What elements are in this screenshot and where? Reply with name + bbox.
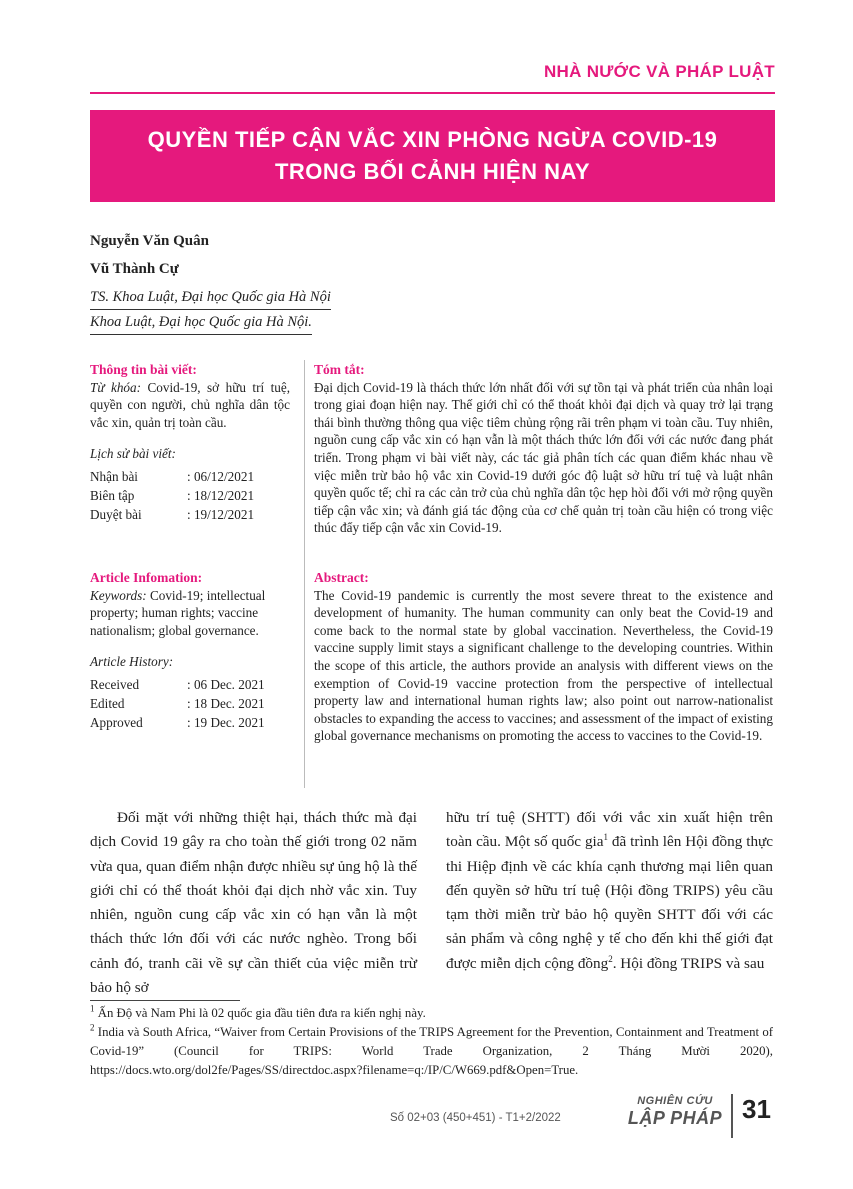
summary-block: [314, 361, 773, 537]
column-divider: [304, 360, 305, 788]
article-info-en: [90, 569, 290, 732]
journal-logo-line-2: LẬP PHÁP: [627, 1108, 723, 1128]
summary-heading: Tóm tắt:: [314, 362, 365, 377]
article-info-vi: [90, 361, 290, 524]
body-text: . Hội đồng TRIPS và sau: [612, 954, 765, 972]
keywords-label-en: Keywords:: [90, 587, 147, 603]
keywords-en: [90, 587, 290, 640]
author-name-2: Vũ Thành Cự: [90, 261, 179, 277]
section-header: NHÀ NƯỚC VÀ PHÁP LUẬT: [543, 62, 775, 81]
history-label-vi: Lịch sử bài viết:: [90, 446, 176, 461]
abstract-text: The Covid-19 pandemic is currently the most severe threat to the existence and development of humanity. The human community can only beat the Covid-19 and come back to the normal state by global vaccination. Nevertheless, the Covid-19 vaccine supply limit stays a significant challenge to the developing countries. Within the scope of this article, the authors provide an analysis with different views on the exemption of Covid-19 vaccine protection from the perspective of intellectual property law and international human rights law; also point out narrow-nationalist obstacles to expanding the access to vaccines; and assessment of the impact of existing global governance mechanisms on promoting the access to vaccines to the Covid-19.: [314, 587, 773, 744]
footnote-text: Ấn Độ và Nam Phi là 02 quốc gia đầu tiên đưa ra kiến nghị này.: [94, 1006, 426, 1020]
history-row-label: Nhận bài: [90, 468, 138, 484]
history-row: [90, 467, 290, 486]
history-row-date: : 19/12/2021: [187, 506, 255, 522]
footer-divider: [731, 1094, 733, 1138]
body-text: hữu trí tuệ (SHTT) đối với vắc xin xuất hiện trên toàn cầu. Một số quốc gia: [446, 809, 773, 851]
history-row-label: Edited: [90, 695, 125, 711]
history-row: [90, 675, 290, 694]
issue-info: Số 02+03 (450+451) - T1+2/2022: [390, 1112, 561, 1124]
history-row-label: Duyệt bài: [90, 506, 142, 522]
section-divider: [90, 92, 775, 94]
history-row: [90, 505, 290, 524]
footnote-1: [90, 1004, 773, 1023]
history-row-date: : 06 Dec. 2021: [187, 676, 265, 692]
footnote-mark: 1: [90, 1003, 95, 1014]
page-number: 31: [742, 1094, 771, 1124]
history-row-label: Biên tập: [90, 487, 135, 503]
keywords-text-vi: Covid-19, sở hữu trí tuệ, quyền con người, chủ nghĩa dân tộc vắc xin, quản trị toàn cầu.: [90, 379, 290, 430]
history-row-label: Received: [90, 676, 140, 692]
body-column-2: [446, 806, 773, 976]
keywords-label-vi: Từ khóa:: [90, 379, 142, 395]
history-label-en: Article History:: [90, 654, 174, 669]
history-list-en: [90, 675, 290, 732]
title-band: [90, 110, 775, 202]
article-info-heading-en: Article Infomation:: [90, 570, 203, 585]
keywords-text-en: Covid-19; intellectual property; human rights; vaccine nationalism; global governance.: [90, 587, 266, 638]
footnote-divider: [90, 1000, 240, 1001]
history-list-vi: [90, 467, 290, 524]
body-text: đã trình lên Hội đồng thực thi Hiệp định về các khía cạnh thương mại liên quan đến quyền sở hữu trí tuệ (Hội đồng TRIPS) yêu cầu tạm thời miễn trừ bảo hộ quyền SHTT đối với các sản phẩm và công nghệ y tế cho đến khi thế giới đạt được miễn dịch cộng đồng: [446, 833, 774, 972]
history-row: [90, 486, 290, 505]
body-column-1: Đối mặt với những thiệt hại, thách thức mà đại dịch Covid 19 gây ra cho toàn thế giới trong 02 năm vừa qua, quan điểm nhận được nhiều sự ủng hộ là thế giới chỉ có thể thoát khỏi đại dịch nhờ vắc xin. Tuy nhiên, nguồn cung cấp vắc xin có hạn vẫn là một thách thức lớn đối với các nước nghèo. Trong bối cảnh đó, tranh cãi về sự cần thiết của việc miễn trừ bảo hộ sở: [90, 809, 417, 997]
summary-text: Đại dịch Covid-19 là thách thức lớn nhất đối với sự tồn tại và phát triển của nhân loại trong giai đoạn hiện nay. Thế giới chỉ có thể thoát khỏi đại dịch và quay trở lại trạng thái bình thường thông qua việc tiêm chủng rộng rãi trên phạm vi toàn cầu. Tuy nhiên, nguồn cung cấp vắc xin có hạn vẫn là một thách thức lớn đối với các nước đang phát triển. Trong phạm vi bài viết này, các tác giả phân tích các quan điểm khác nhau về việc miễn trừ bảo hộ vắc xin Covid-19 dưới góc độ luật sở hữu trí tuệ và luật nhân quyền quốc tế; chỉ ra các cản trở của chủ nghĩa dân tộc hẹp hòi đối với mở rộng quyền tiếp cận vắc xin; và đánh giá tác động của cơ chế quản trị toàn cầu hiện có trong việc thúc đẩy tiếp cận vắc xin Covid-19.: [314, 379, 773, 536]
footnote-mark: 2: [90, 1022, 95, 1033]
footnote-2: [90, 1023, 773, 1080]
footnote-ref-1[interactable]: 1: [603, 832, 608, 843]
footnote-text: India và South Africa, “Waiver from Certain Provisions of the TRIPS Agreement for the Prevention, Containment and Treatment of Covid-19” (Council for TRIPS: World Trade Organization, 2 Tháng Mười 2020), https://docs.wto.org/dol2fe/Pages/SS/directdoc.aspx?filename=q:/IP/C/W669.pdf&Open=True.: [90, 1025, 773, 1077]
author-name-1: Nguyễn Văn Quân: [90, 233, 209, 249]
history-row-date: : 06/12/2021: [187, 468, 255, 484]
history-row-date: : 18 Dec. 2021: [187, 695, 265, 711]
article-title-line-2: TRONG BỐI CẢNH HIỆN NAY: [274, 159, 591, 184]
keywords-vi: [90, 379, 290, 432]
history-row: [90, 694, 290, 713]
journal-logo-line-1: NGHIÊN CỨU: [637, 1095, 713, 1107]
abstract-heading: Abstract:: [314, 570, 369, 585]
article-info-heading-vi: Thông tin bài viết:: [90, 362, 197, 377]
author-affiliation-2: Khoa Luật, Đại học Quốc gia Hà Nội.: [90, 314, 312, 335]
history-row: [90, 713, 290, 732]
footnote-ref-2[interactable]: 2: [608, 953, 613, 964]
journal-logo: [625, 1095, 725, 1128]
abstract-block: [314, 569, 773, 745]
history-row-date: : 19 Dec. 2021: [187, 714, 265, 730]
author-affiliation-1: TS. Khoa Luật, Đại học Quốc gia Hà Nội: [90, 289, 331, 310]
article-title-line-1: QUYỀN TIẾP CẬN VẮC XIN PHÒNG NGỪA COVID-19: [147, 127, 718, 152]
history-row-date: : 18/12/2021: [187, 487, 255, 503]
history-row-label: Approved: [90, 714, 143, 730]
